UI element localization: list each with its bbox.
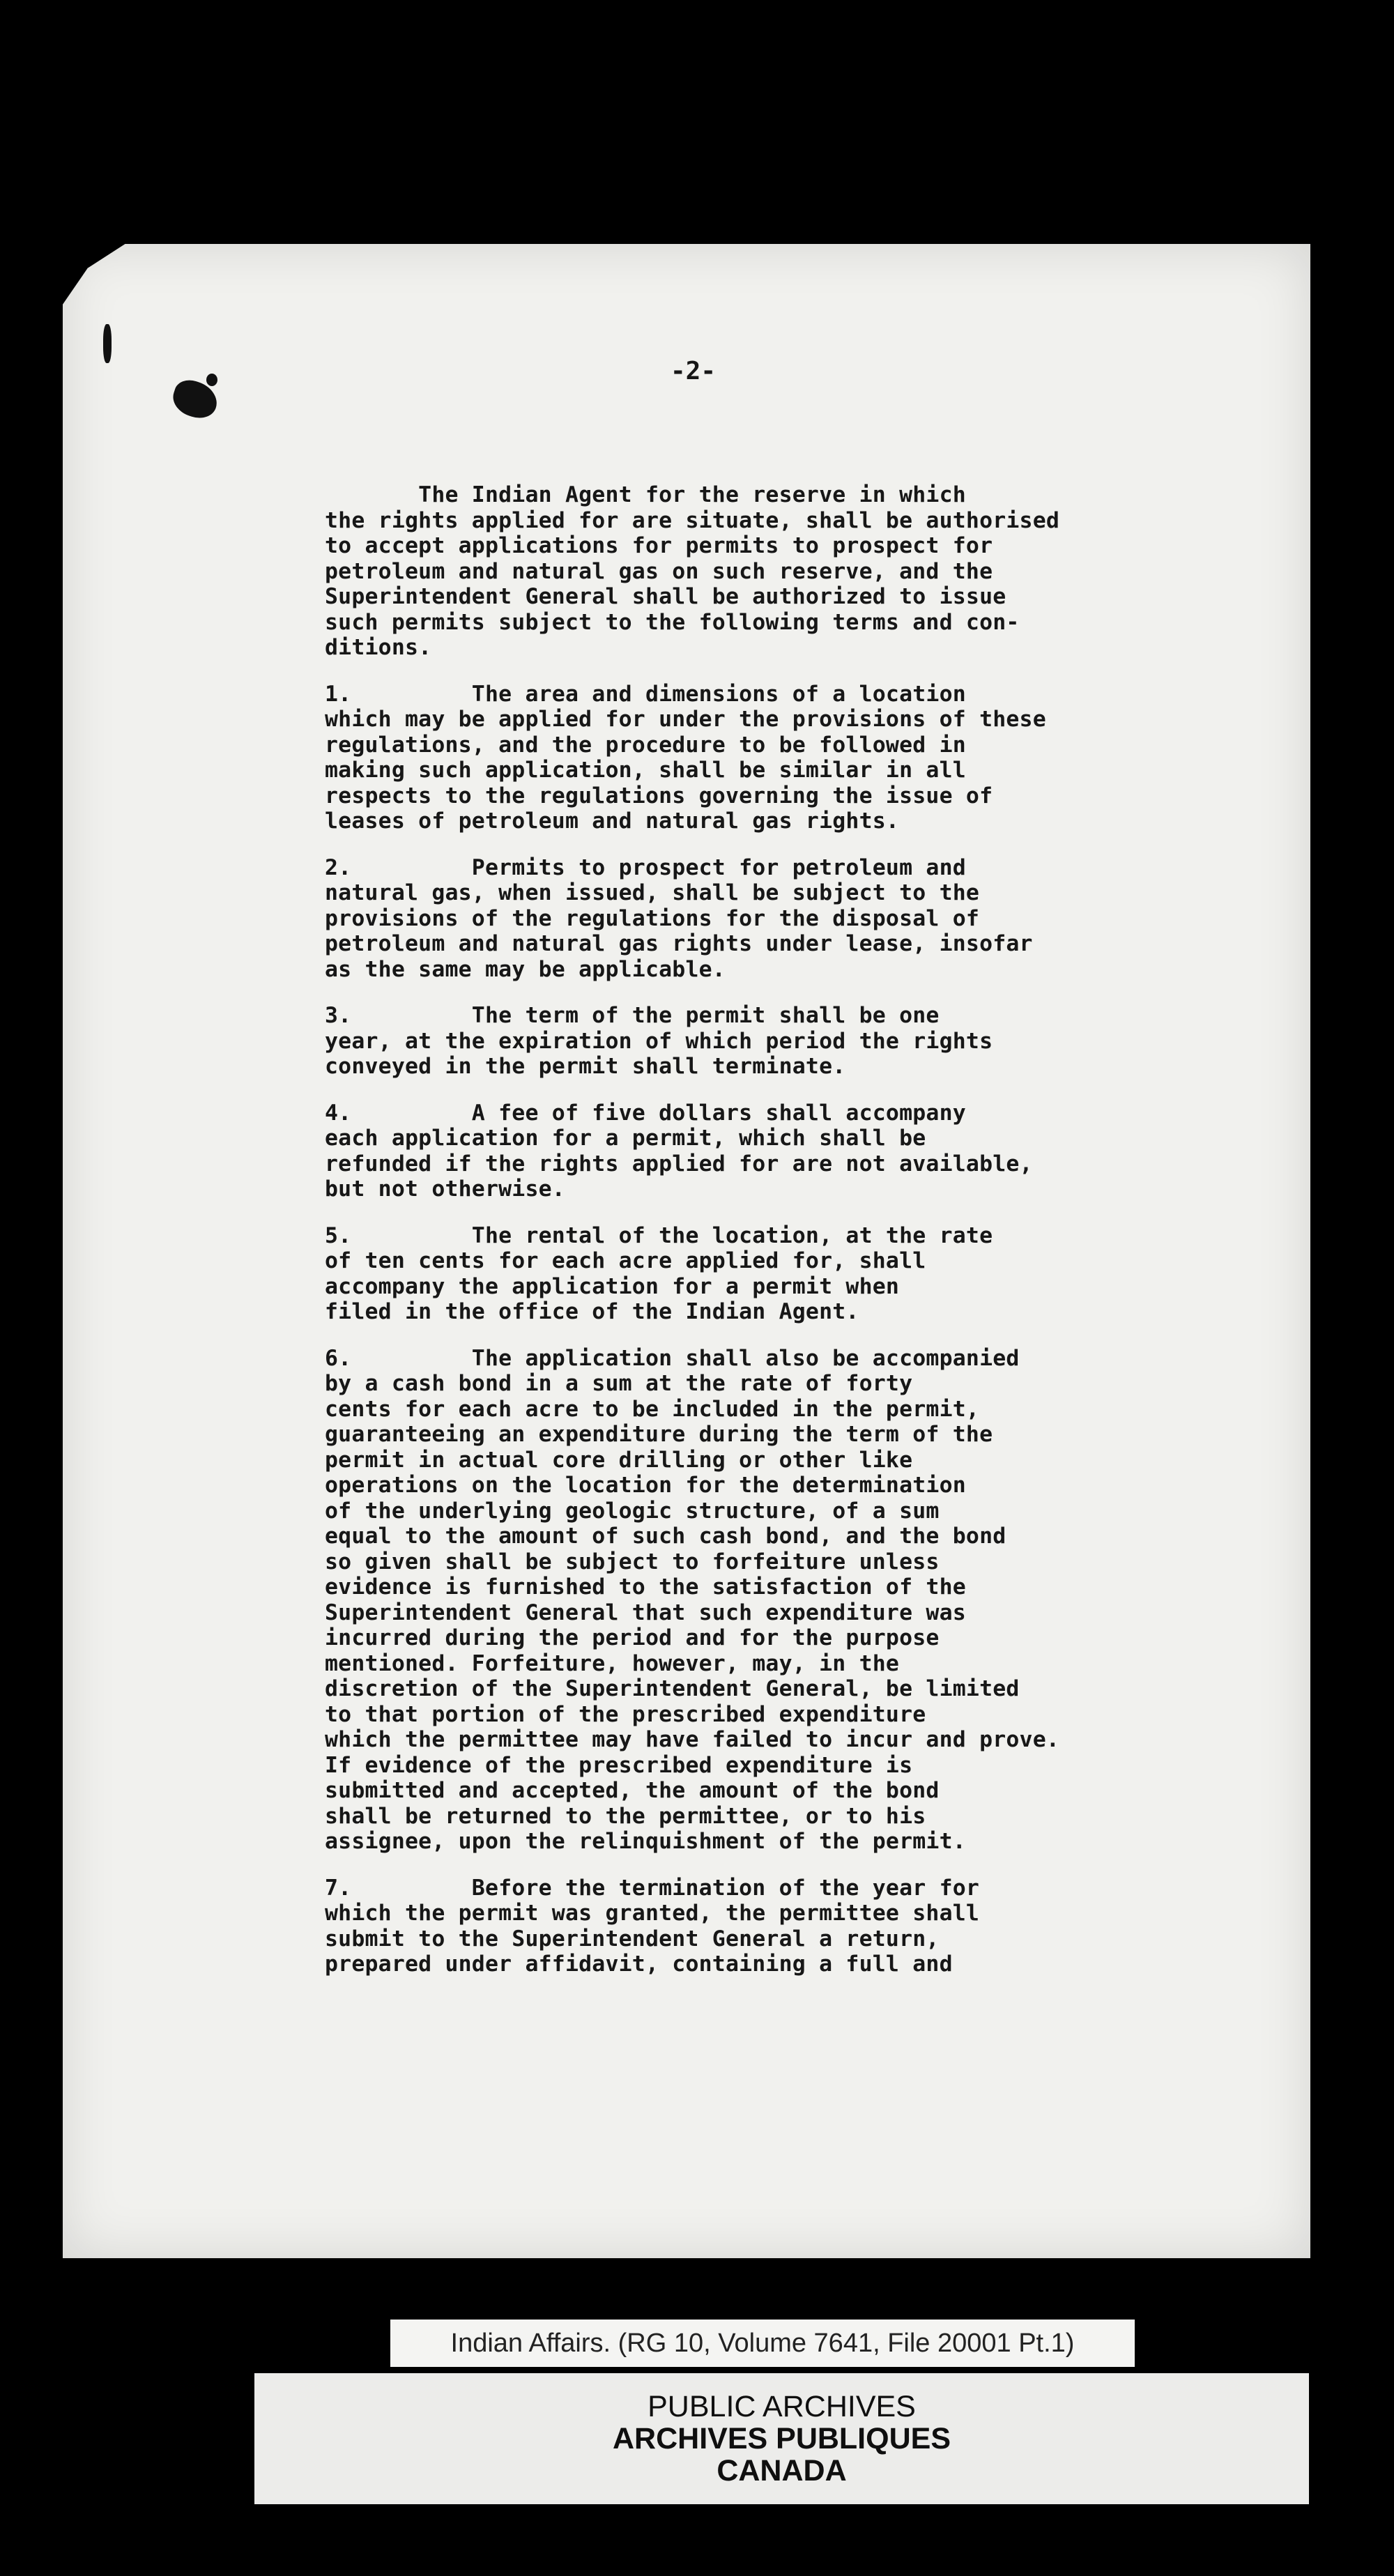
paragraph: [325, 482, 1224, 661]
text-line: as the same may be applicable.: [325, 956, 726, 982]
text-line: If evidence of the prescribed expenditure is: [325, 1752, 913, 1778]
text-line: 7. Before the termination of the year for: [325, 1875, 980, 1901]
text-line: discretion of the Superintendent General, be limited: [325, 1676, 1020, 1701]
paragraph: [325, 1346, 1224, 1855]
text-line: permit in actual core drilling or other like: [325, 1447, 913, 1473]
text-line: Superintendent General that such expenditure was: [325, 1600, 966, 1625]
text-line: respects to the regulations governing the issue of: [325, 783, 993, 808]
text-line: incurred during the period and for the purpose: [325, 1625, 940, 1650]
text-line: petroleum and natural gas on such reserve, and the: [325, 558, 993, 584]
text-line: mentioned. Forfeiture, however, may, in the: [325, 1650, 900, 1676]
text-line: filed in the office of the Indian Agent.: [325, 1299, 859, 1324]
text-line: the rights applied for are situate, shall be authorised: [325, 507, 1060, 533]
text-line: year, at the expiration of which period the rights: [325, 1028, 993, 1054]
text-line: 1. The area and dimensions of a location: [325, 681, 966, 707]
paragraph: [325, 1223, 1224, 1325]
text-line: 4. A fee of five dollars shall accompany: [325, 1100, 966, 1126]
paragraph: [325, 1876, 1224, 1977]
paragraph: [325, 1101, 1224, 1202]
text-line: but not otherwise.: [325, 1176, 565, 1202]
paragraph: [325, 1003, 1224, 1080]
text-line: 6. The application shall also be accompanied: [325, 1345, 1020, 1371]
text-line: 3. The term of the permit shall be one: [325, 1003, 940, 1028]
text-line: of ten cents for each acre applied for, shall: [325, 1248, 926, 1273]
text-line: shall be returned to the permittee, or to his: [325, 1803, 926, 1829]
text-line: provisions of the regulations for the disposal of: [325, 905, 980, 931]
text-line: conveyed in the permit shall terminate.: [325, 1054, 846, 1079]
text-line: operations on the location for the determination: [325, 1473, 966, 1498]
text-line: equal to the amount of such cash bond, and the bond: [325, 1524, 1006, 1549]
page-number: -2-: [671, 357, 717, 385]
text-line: assignee, upon the relinquishment of the permit.: [325, 1829, 966, 1854]
text-line: cents for each acre to be included in the permit,: [325, 1396, 980, 1422]
paragraph: [325, 855, 1224, 983]
text-line: of the underlying geologic structure, of a sum: [325, 1498, 940, 1524]
text-line: ditions.: [325, 635, 432, 660]
text-line: so given shall be subject to forfeiture unless: [325, 1549, 940, 1574]
text-line: evidence is furnished to the satisfaction of the: [325, 1574, 966, 1600]
text-line: Superintendent General shall be authorized to issue: [325, 584, 1006, 609]
text-line: The Indian Agent for the reserve in which: [325, 482, 966, 507]
archive-stamp: [254, 2373, 1309, 2504]
text-line: by a cash bond in a sum at the rate of forty: [325, 1371, 913, 1396]
text-line: 2. Permits to prospect for petroleum and: [325, 854, 966, 880]
document-body: [325, 482, 1224, 1998]
text-line: guaranteeing an expenditure during the term of the: [325, 1422, 993, 1447]
text-line: which the permit was granted, the permittee shall: [325, 1901, 980, 1926]
text-line: 5. The rental of the location, at the rate: [325, 1222, 993, 1248]
text-line: which the permittee may have failed to incur and prove.: [325, 1727, 1060, 1752]
text-line: leases of petroleum and natural gas rights.: [325, 808, 900, 834]
ink-blot: [206, 374, 217, 386]
text-line: to that portion of the prescribed expenditure: [325, 1701, 926, 1727]
text-line: which may be applied for under the provisions of these: [325, 707, 1046, 732]
text-line: each application for a permit, which shall be: [325, 1126, 926, 1151]
text-line: making such application, shall be similar in all: [325, 758, 966, 783]
text-line: submitted and accepted, the amount of the bond: [325, 1778, 940, 1803]
text-line: refunded if the rights applied for are not available,: [325, 1151, 1033, 1176]
archive-stamp-line: CANADA: [717, 2454, 847, 2487]
text-line: accompany the application for a permit when: [325, 1273, 900, 1299]
archive-reference-label: Indian Affairs. (RG 10, Volume 7641, File 20001 Pt.1): [390, 2320, 1135, 2367]
text-line: to accept applications for permits to prospect for: [325, 533, 993, 558]
ink-blot: [103, 324, 112, 363]
paragraph: [325, 682, 1224, 834]
text-line: prepared under affidavit, containing a full and: [325, 1952, 953, 1977]
text-line: petroleum and natural gas rights under lease, insofar: [325, 931, 1033, 956]
text-line: natural gas, when issued, shall be subject to the: [325, 880, 980, 905]
archive-stamp-line: PUBLIC ARCHIVES: [648, 2390, 916, 2423]
text-line: submit to the Superintendent General a return,: [325, 1926, 940, 1952]
text-line: regulations, and the procedure to be followed in: [325, 732, 966, 758]
text-line: such permits subject to the following terms and con-: [325, 609, 1020, 635]
archive-stamp-line: ARCHIVES PUBLIQUES: [612, 2422, 951, 2455]
